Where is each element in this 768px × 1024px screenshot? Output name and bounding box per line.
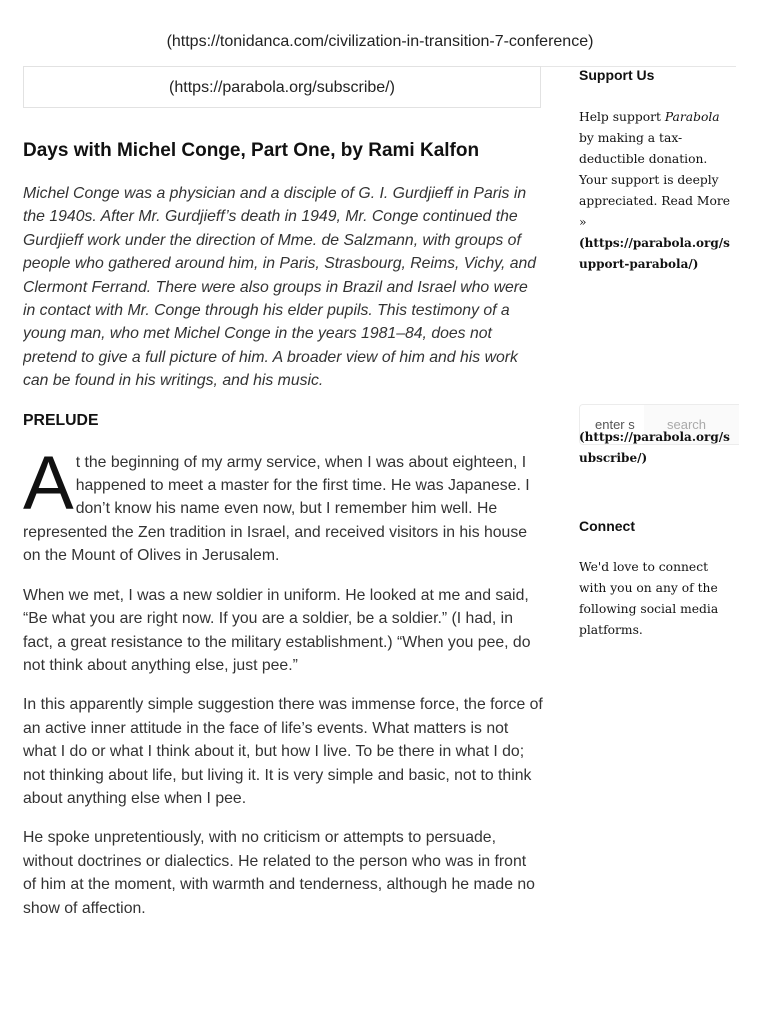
- support-heading: Support Us: [579, 67, 655, 83]
- article-title: Days with Michel Conge, Part One, by Rami Kalfon: [23, 140, 480, 161]
- support-text-end: by making a tax-deductible donation. Your support is deeply appreciated. Read More »: [579, 131, 731, 229]
- sidebar-subscribe-link[interactable]: (https://parabola.org/subscribe/): [579, 430, 730, 465]
- article-paragraph: [23, 440, 543, 568]
- conference-link[interactable]: (https://tonidanca.com/civilization-in-transition-7-conference): [166, 33, 594, 50]
- article-paragraph: He spoke unpretentiously, with no criticism or attempts to persuade, without doctrines or dialectics. He related to the person who was in front of him at the moment, with warmth and tenderness, although he made no show of affection.: [23, 829, 535, 917]
- article-intro: Michel Conge was a physician and a disciple of G. I. Gurdjieff in Paris in the 1940s. After Mr. Gurdjieff’s death in 1949, Mr. Conge continued the Gurdjieff work under the direction of Mme. de Salzmann, with groups of people who gathered around him, in Paris, Strasbourg, Reims, Vichy, and Clermont Ferrand. There were also groups in Brazil and Israel who were in contact with Mr. Conge through his elder pupils. This testimony of a young man, who met Michel Conge in the years 1981–84, does not pretend to give a full picture of him. A broader view of him and his work can be found in his writings, and his music.: [23, 185, 537, 390]
- support-parabola-link[interactable]: (https://parabola.org/support-parabola/): [579, 236, 730, 271]
- paragraph-text: t the beginning of my army service, when I was about eighteen, I happened to meet a master for the first time. He was Japanese. I don’t know his name even now, but I remember him well. He represented the Zen tradition in Israel, and received visitors in his house on the Mount of Olives in Jerusalem.: [23, 453, 530, 565]
- support-text: [579, 107, 735, 233]
- article-paragraph: When we met, I was a new soldier in uniform. He looked at me and said, “Be what you are right now. If you are a soldier, be a soldier.” (I had, in fact, a great resistance to the military establishment.) “When you pee, do not think about anything else, just pee.”: [23, 586, 531, 674]
- connect-heading: Connect: [579, 518, 635, 534]
- support-text-start: Help support: [579, 110, 665, 124]
- subscribe-banner: [23, 66, 541, 108]
- subscribe-banner-link[interactable]: (https://parabola.org/subscribe/): [169, 79, 395, 96]
- section-heading: PRELUDE: [23, 411, 99, 429]
- article-paragraph: In this apparently simple suggestion there was immense force, the force of an active inner attitude in the face of life’s events. What matters is not what I do or what I think about it, but how I live. To be there in what I do; not thinking about life, but living it. It is very simple and basic, not to think about anything else when I pee.: [23, 696, 543, 807]
- search-button[interactable]: search: [644, 405, 739, 444]
- magazine-name: Parabola: [664, 110, 720, 124]
- drop-cap: A: [23, 440, 74, 526]
- article: [23, 138, 543, 975]
- connect-text: We'd love to connect with you on any of the following social media platforms.: [579, 560, 719, 637]
